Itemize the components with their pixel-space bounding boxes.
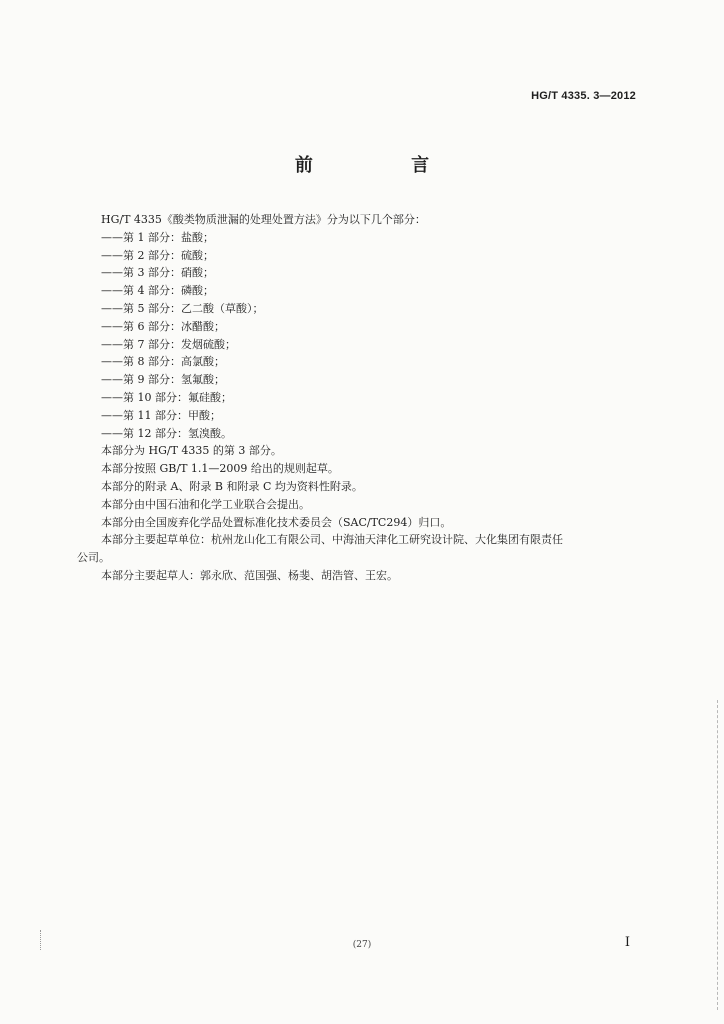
- list-item: ——第 3 部分：硝酸；: [101, 266, 214, 280]
- drafting-units-continuation: 公司。: [77, 551, 110, 565]
- intro-paragraph: HG/T 4335《酸类物质泄漏的处理处置方法》分为以下几个部分：: [101, 213, 426, 226]
- drafting-units-line: 本部分主要起草单位：杭州龙山化工有限公司、中海油天津化工研究设计院、大化集团有限责任: [101, 533, 563, 547]
- page-title: 前 言: [294, 155, 476, 176]
- standard-code: HG/T 4335. 3—2012: [531, 90, 636, 102]
- scan-binding-marks: [40, 930, 43, 950]
- list-item: ——第 11 部分：甲酸；: [101, 408, 221, 422]
- page-number: (27): [352, 940, 372, 950]
- list-item: ——第 1 部分：盐酸；: [101, 230, 214, 244]
- paragraph: 本部分由中国石油和化学工业联合会提出。: [101, 497, 310, 511]
- paragraph: 本部分按照 GB/T 1.1—2009 给出的规则起草。: [101, 462, 339, 476]
- part-list: [77, 229, 637, 443]
- list-item: ——第 2 部分：硫酸；: [101, 248, 214, 262]
- document-body: [77, 211, 637, 585]
- list-item: ——第 4 部分：磷酸；: [101, 284, 214, 298]
- roman-page-number: I: [624, 935, 630, 950]
- drafters-paragraph: 本部分主要起草人：郭永欣、范国强、杨斐、胡浩管、王宏。: [101, 568, 398, 582]
- list-item: ——第 8 部分：高氯酸；: [101, 355, 225, 369]
- list-item: ——第 12 部分：氢溴酸。: [101, 426, 232, 440]
- list-item: ——第 9 部分：氢氟酸；: [101, 373, 225, 387]
- list-item: ——第 7 部分：发烟硫酸；: [101, 337, 236, 351]
- paragraph: 本部分为 HG/T 4335 的第 3 部分。: [101, 444, 282, 458]
- paragraph: 本部分的附录 A、附录 B 和附录 C 均为资料性附录。: [101, 479, 363, 493]
- drafting-units-paragraph: [77, 531, 637, 567]
- list-item: ——第 6 部分：冰醋酸；: [101, 319, 225, 333]
- list-item: ——第 10 部分：氟硅酸；: [101, 390, 232, 404]
- scan-edge-marks: [716, 700, 718, 1010]
- paragraph: 本部分由全国废弃化学品处置标准化技术委员会（SAC/TC294）归口。: [101, 515, 452, 529]
- list-item: ——第 5 部分：乙二酸（草酸）；: [101, 301, 264, 315]
